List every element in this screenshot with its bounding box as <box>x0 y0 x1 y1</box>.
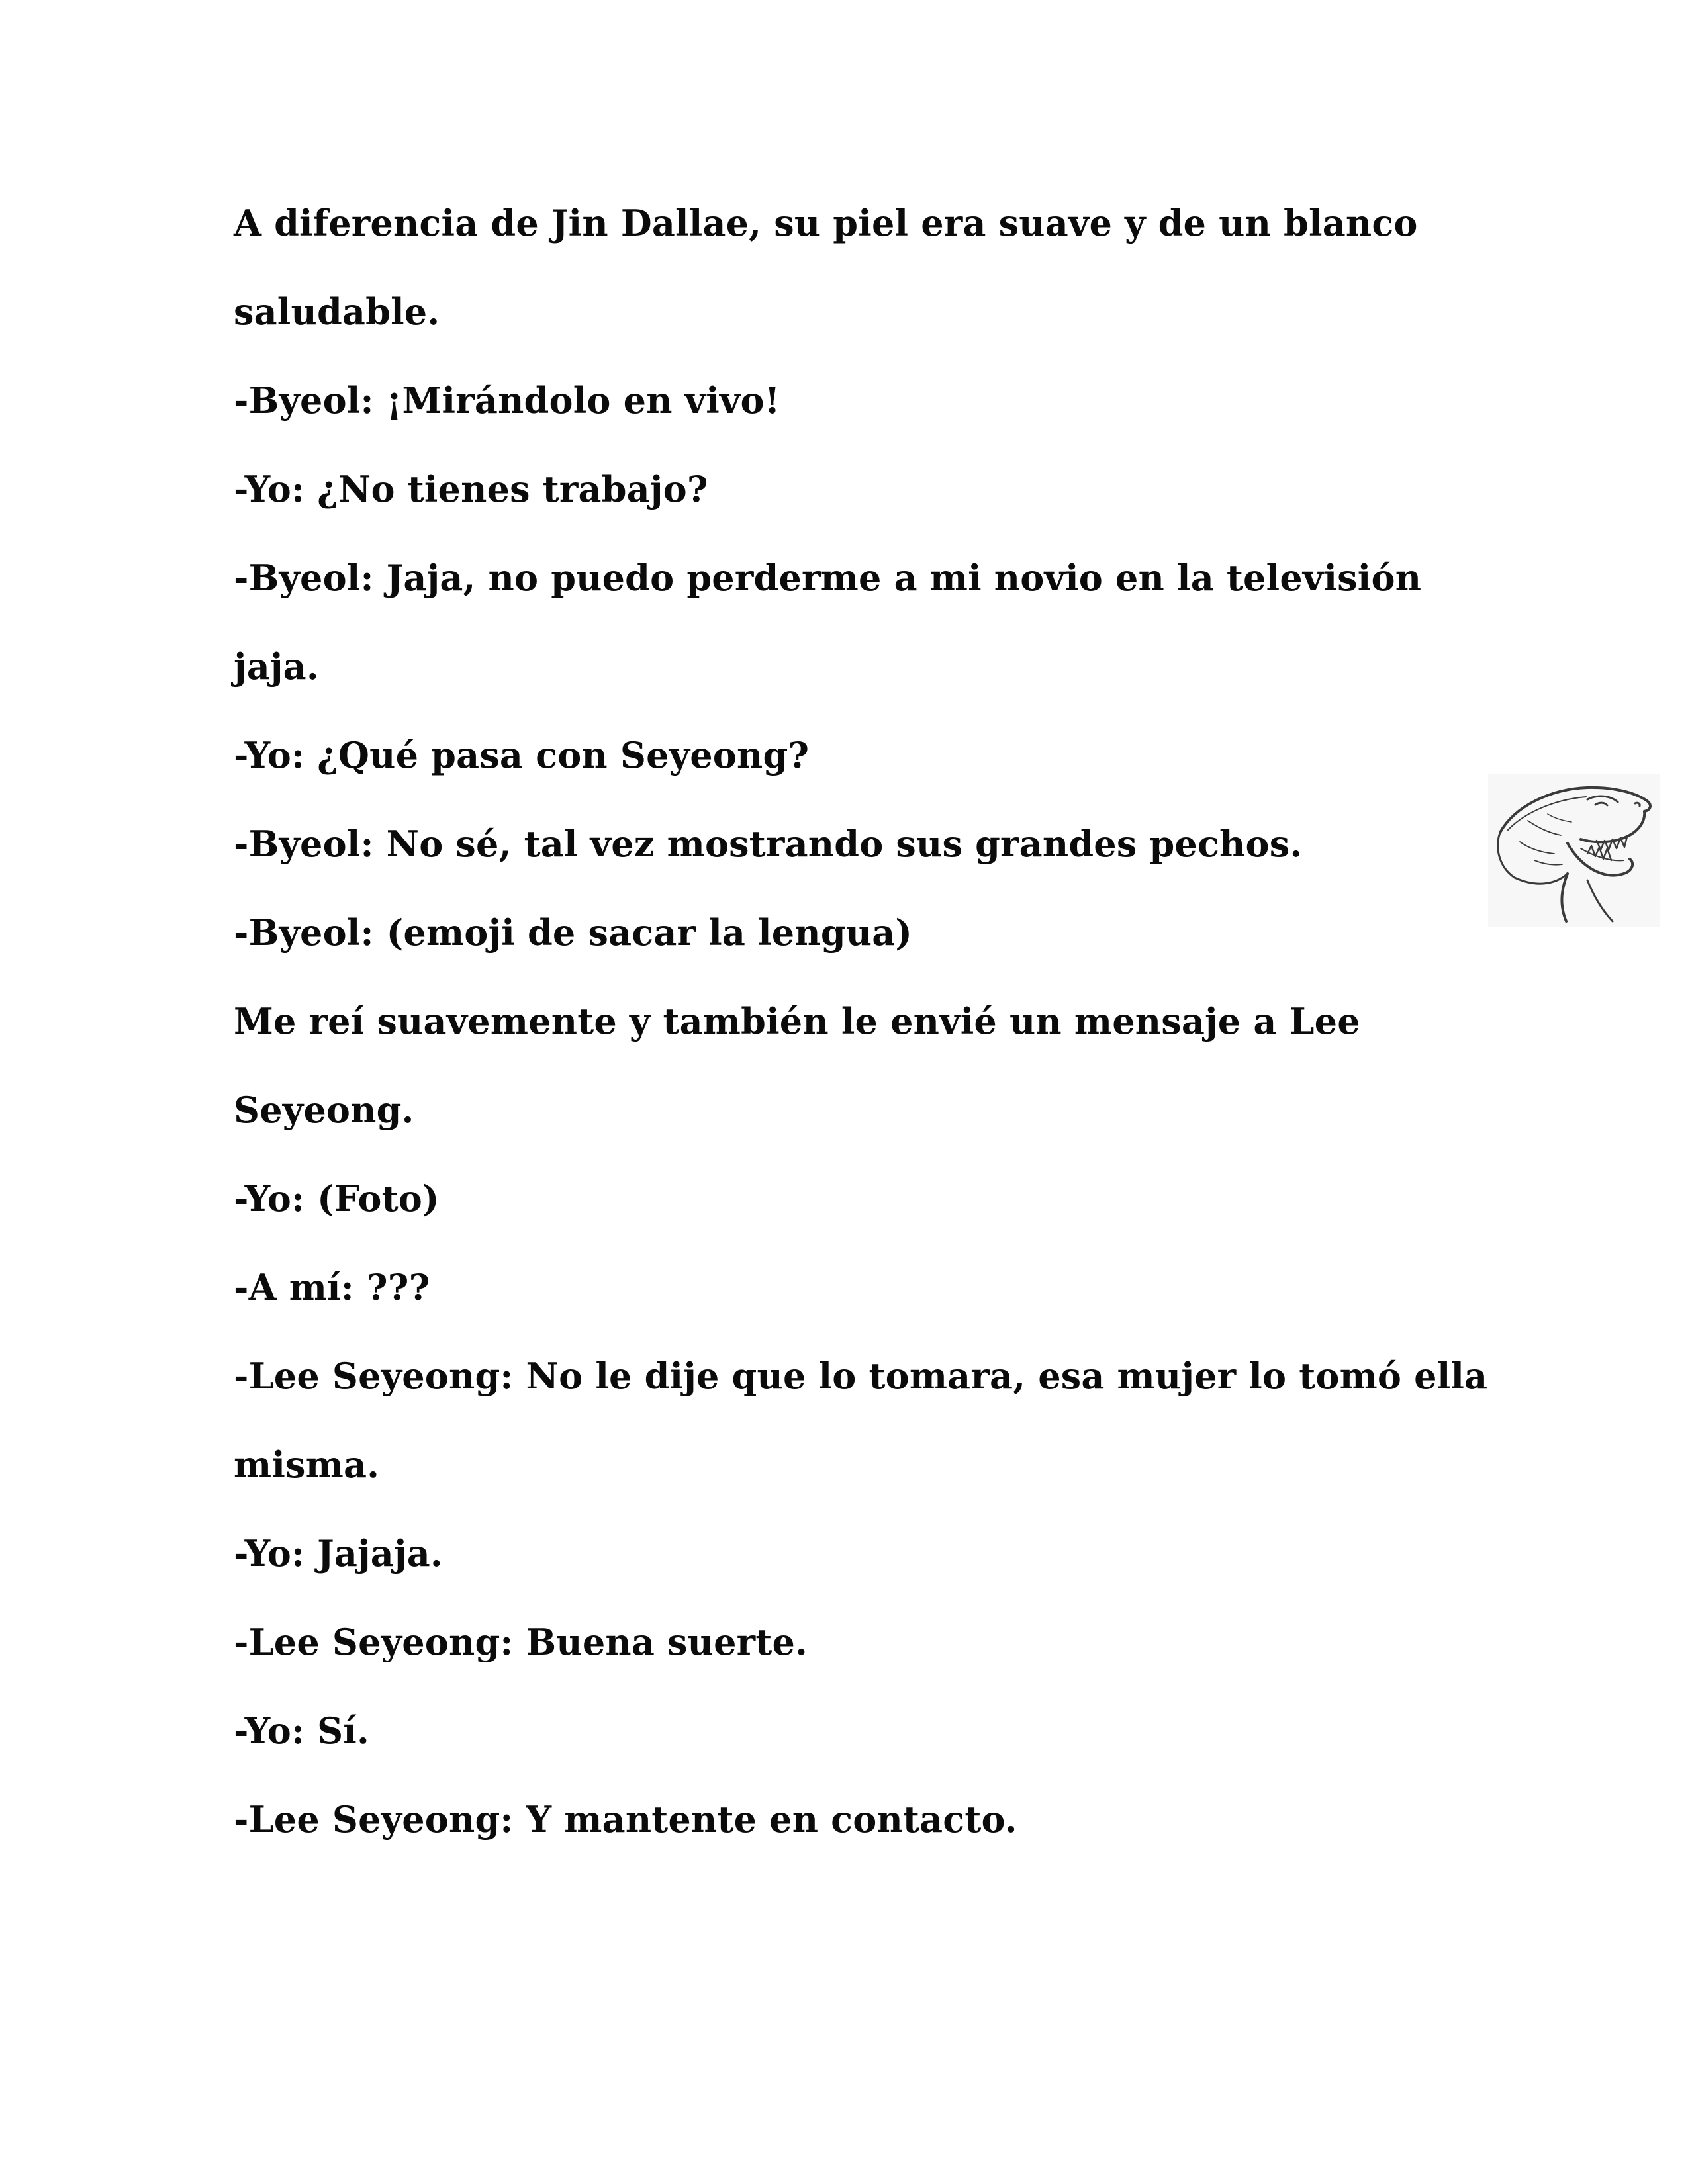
text-line: -Byeol: (emoji de sacar la lengua) <box>234 911 913 954</box>
text-line: saludable. <box>234 291 440 333</box>
text-line: jaja. <box>234 645 319 688</box>
text-line: -Lee Seyeong: Buena suerte. <box>234 1621 808 1663</box>
document-body <box>234 179 1488 1864</box>
text-line: -Byeol: ¡Mirándolo en vivo! <box>234 379 780 422</box>
dinosaur-head-icon <box>1488 774 1660 927</box>
text-line: -Byeol: No sé, tal vez mostrando sus grandes pechos. <box>234 823 1303 865</box>
text-line: -Lee Seyeong: Y mantente en contacto. <box>234 1798 1017 1841</box>
text-line: Seyeong. <box>234 1089 414 1131</box>
text-line: -Yo: ¿Qué pasa con Seyeong? <box>234 734 810 776</box>
text-line: Me reí suavemente y también le envié un mensaje a Lee <box>234 1000 1360 1042</box>
text-line: -Yo: ¿No tienes trabajo? <box>234 468 708 510</box>
text-line: misma. <box>234 1443 380 1486</box>
text-line: -A mí: ??? <box>234 1266 430 1308</box>
text-line: -Yo: Jajaja. <box>234 1532 443 1574</box>
text-line: A diferencia de Jin Dallae, su piel era suave y de un blanco <box>234 202 1418 244</box>
text-line: -Yo: (Foto) <box>234 1177 440 1220</box>
text-line: -Yo: Sí. <box>234 1709 369 1752</box>
text-line: -Byeol: Jaja, no puedo perderme a mi novio en la televisión <box>234 557 1422 599</box>
text-line: -Lee Seyeong: No le dije que lo tomara, esa mujer lo tomó ella <box>234 1355 1488 1397</box>
